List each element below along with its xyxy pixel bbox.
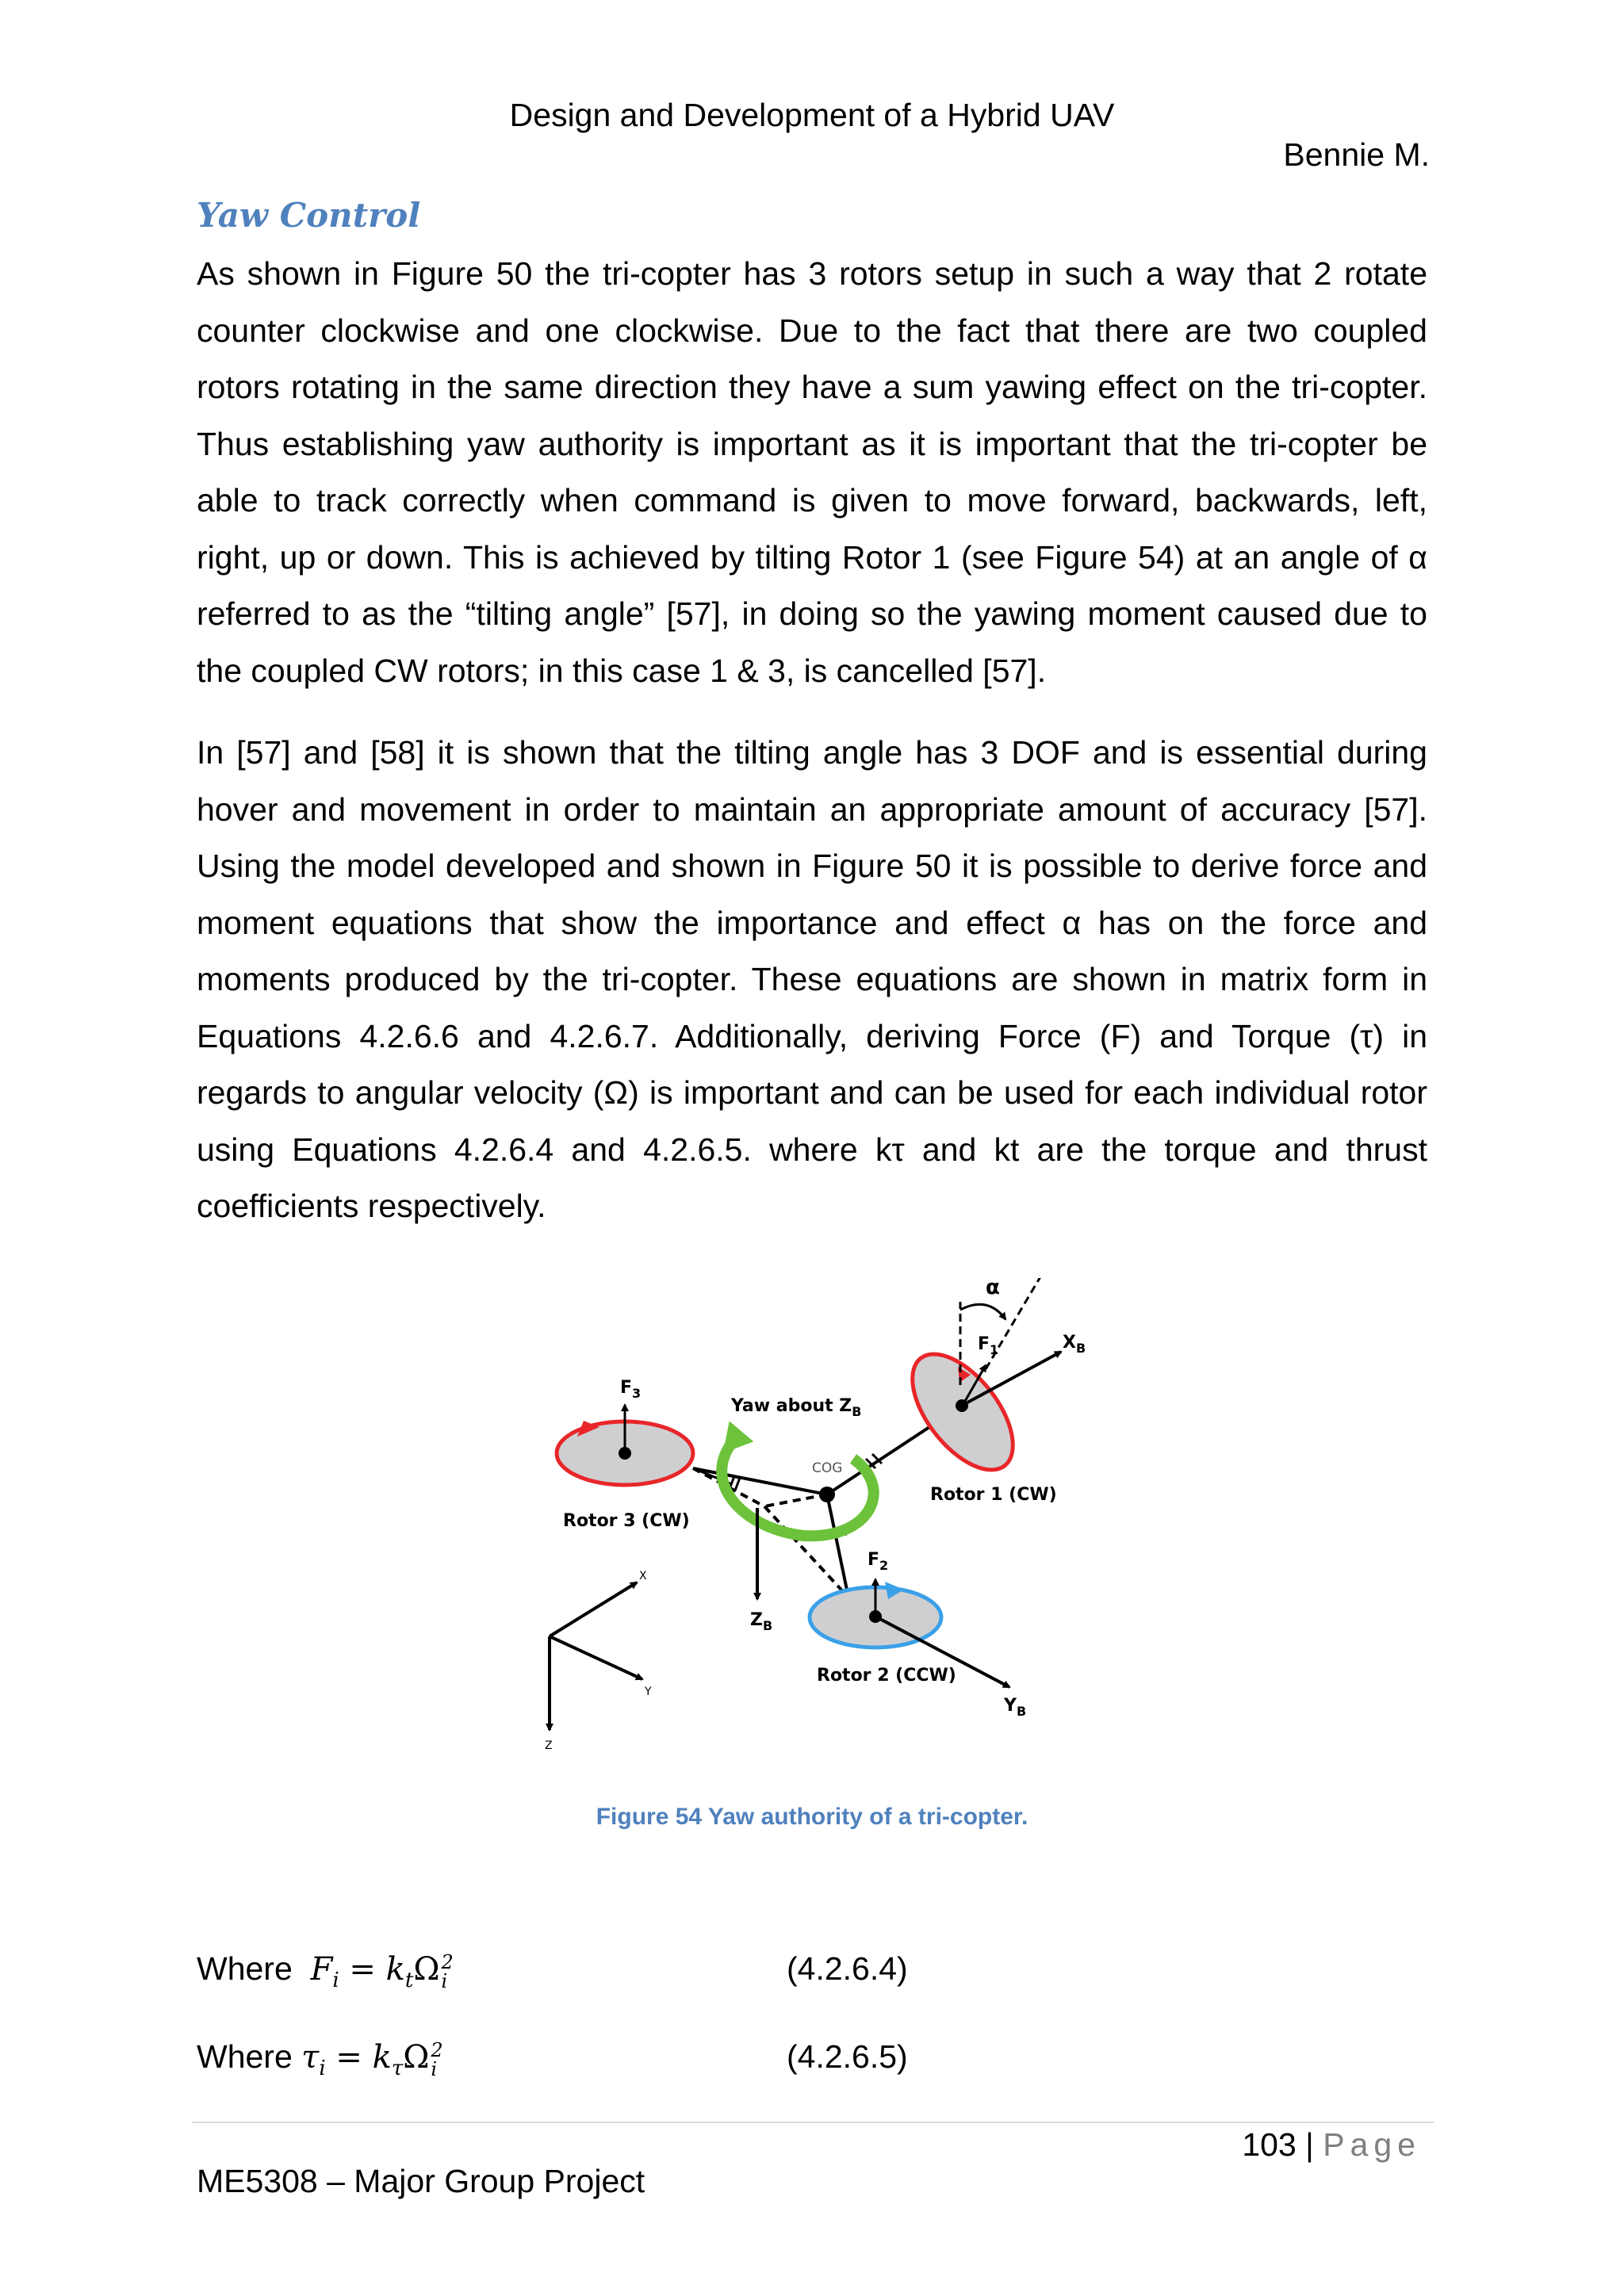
- label-rotor-2: Rotor 2 (CCW): [817, 1666, 956, 1686]
- section-heading: Yaw Control: [197, 196, 421, 235]
- footer-divider: [192, 2122, 1434, 2123]
- label-y-axis: Y: [645, 1686, 652, 1698]
- page-number-value: 103: [1242, 2126, 1297, 2163]
- equation-prefix: Where: [197, 1950, 293, 1987]
- equation-torque-number: (4.2.6.5): [787, 2038, 908, 2075]
- label-yb: $Y_B$: [1004, 1696, 1027, 1719]
- running-header-title: Design and Development of a Hybrid UAV: [509, 97, 1115, 133]
- label-zb: $Z_B$: [750, 1610, 773, 1633]
- equation-torque-expression: $\tau_i = k_\tau\Omega$ 2 i: [301, 2039, 443, 2080]
- tricopter-diagram: [530, 1278, 1116, 1763]
- page-separator: |: [1305, 2126, 1314, 2163]
- equation-force: [197, 1946, 454, 2003]
- label-f2: $F_2$: [868, 1550, 889, 1573]
- equation-prefix: Where: [197, 2038, 293, 2075]
- paragraph-yaw-intro: As shown in Figure 50 the tri-copter has 3 rotors setup in such a way that 2 rotate counter clockwise and one clockwise. Due to the fact that there are two coupled rotors rotating in the same direction they have a sum yawing effect on the tri-copter. Thus establishing yaw authority is important as it is important that the tri-copter be able to track correctly when command is given to move forward, backwards, left, right, up or down. This is achieved by tilting Rotor 1 (see Figure 54) at an angle of α referred to as the “tilting angle” [57], in doing so the yawing moment caused due to the coupled CW rotors; in this case 1 & 3, is cancelled [57].: [197, 255, 1427, 689]
- label-z-axis: Z: [545, 1739, 553, 1752]
- inertial-frame: [545, 1570, 652, 1752]
- equation-torque: [197, 2034, 443, 2091]
- label-xb: $X_B$: [1063, 1333, 1086, 1356]
- label-rotor-3: Rotor 3 (CW): [563, 1511, 690, 1531]
- figure-caption: Figure 54 Yaw authority of a tri-copter.: [596, 1804, 1028, 1830]
- footer-course: ME5308 – Major Group Project: [197, 2163, 645, 2199]
- running-header-author: Bennie M.: [1283, 136, 1430, 173]
- equation-force-number: (4.2.6.4): [787, 1950, 908, 1987]
- label-f1: $F_1$: [978, 1334, 999, 1357]
- label-f3: $F_3$: [620, 1378, 642, 1401]
- equation-force-expression: $F_i = k_t\Omega$ 2 i: [310, 1951, 454, 1992]
- tilt-angle-arc: [960, 1304, 1005, 1319]
- label-x-axis: X: [639, 1570, 647, 1582]
- page-number: [1242, 2125, 1421, 2164]
- figure-yaw-authority: [530, 1278, 1116, 1763]
- page-word: Page: [1323, 2126, 1421, 2163]
- label-alpha: α: [986, 1278, 1000, 1299]
- label-yaw-about: Yaw about $Z_B$: [731, 1396, 862, 1419]
- label-rotor-1: Rotor 1 (CW): [930, 1485, 1057, 1505]
- paragraph-tilting-angle: In [57] and [58] it is shown that the tilting angle has 3 DOF and is essential during hover and movement in order to maintain an appropriate amount of accuracy [57]. Using the model developed and shown in Figure 50 it is possible to derive force and moment equations that show the importance and effect α has on the force and moments produced by the tri-copter. These equations are shown in matrix form in Equations 4.2.6.6 and 4.2.6.7. Additionally, deriving Force (F) and Torque (τ) in regards to angular velocity (Ω) is important and can be used for each individual rotor using Equations 4.2.6.4 and 4.2.6.5. where kτ and kt are the torque and thrust coefficients respectively.: [197, 734, 1427, 1224]
- label-cog: COG: [812, 1460, 843, 1476]
- rotor-1-disc: [893, 1337, 1032, 1487]
- cog-point: [819, 1487, 835, 1502]
- xb-axis-arrow: [967, 1352, 1061, 1402]
